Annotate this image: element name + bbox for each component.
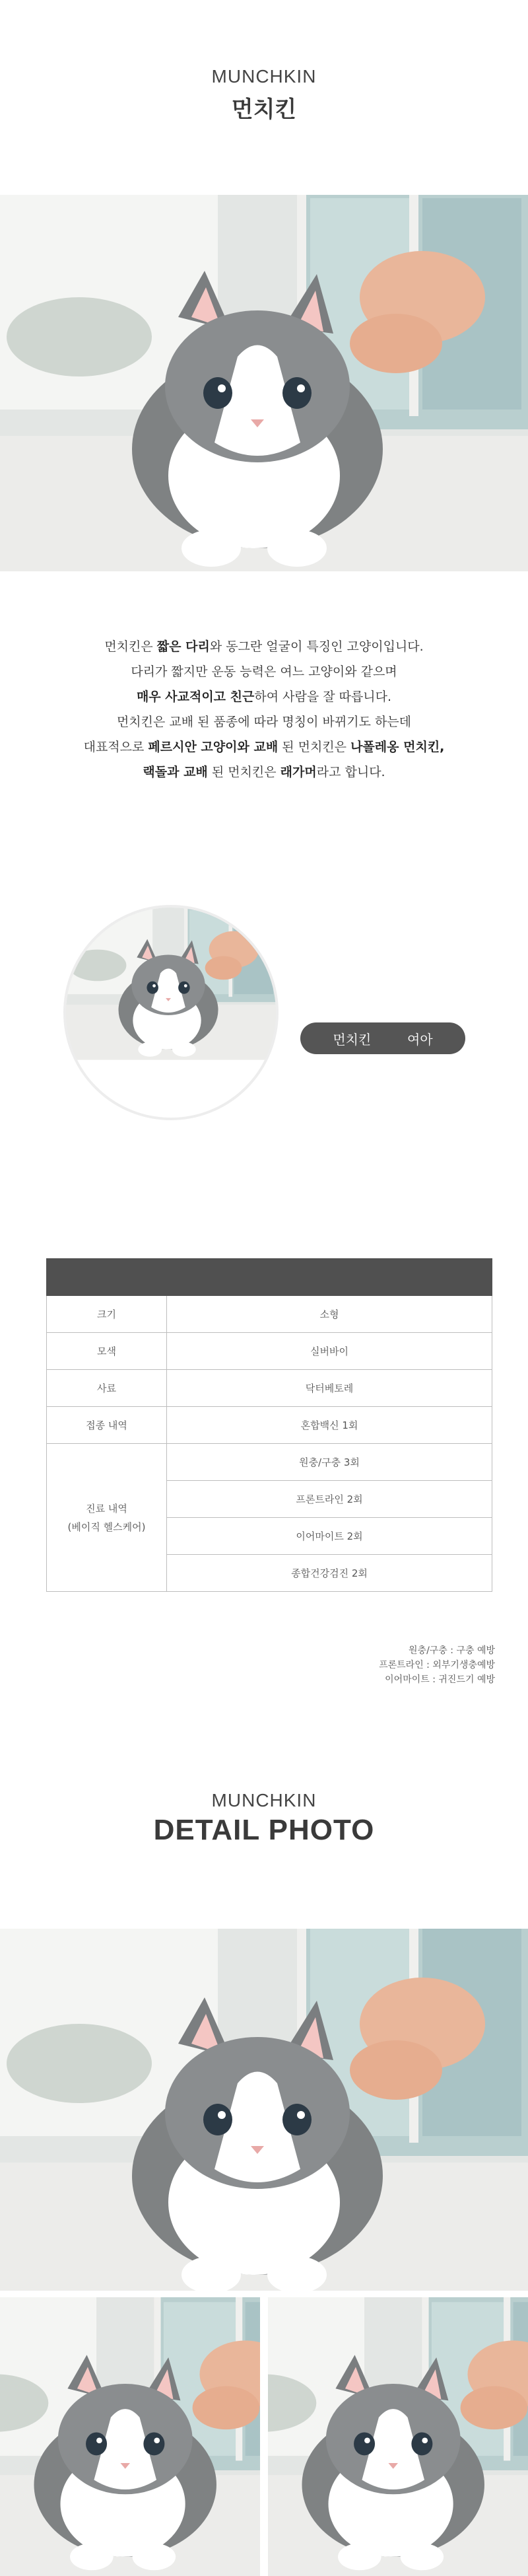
description-text: 다리가 짧지만 운동 능력은 여느 고양이와 같으며 xyxy=(131,664,397,679)
profile-badge xyxy=(300,1022,465,1054)
detail-photo-right xyxy=(268,2297,528,2576)
care-item: 종합건강검진 2회 xyxy=(167,1555,492,1592)
note-line: 이어마이트 : 귀진드기 예방 xyxy=(385,1674,495,1685)
description-line xyxy=(0,760,528,785)
description-text: 대표적으로 xyxy=(83,740,148,754)
highlight-text: 랙돌과 교배 xyxy=(143,765,208,779)
detail-photo-left xyxy=(0,2297,260,2576)
care-item: 이어마이트 2회 xyxy=(167,1518,492,1555)
section-header xyxy=(0,66,528,124)
table-header-row xyxy=(47,1259,492,1296)
care-label xyxy=(47,1444,167,1592)
highlight-text: 나폴레옹 먼치킨, xyxy=(350,740,445,754)
row-value: 실버바이 xyxy=(167,1333,492,1370)
detail-title-en: MUNCHKIN xyxy=(211,1790,317,1810)
table-row xyxy=(47,1370,492,1407)
highlight-text: 페르시안 고양이와 교배 xyxy=(148,740,279,754)
row-label: 크기 xyxy=(47,1296,167,1333)
profile-photo xyxy=(63,905,279,1120)
table-row xyxy=(47,1296,492,1333)
row-label: 접종 내역 xyxy=(47,1407,167,1444)
breed-title-ko: 먼치킨 xyxy=(231,96,297,123)
detail-photo-large xyxy=(0,1929,528,2291)
description-text: 먼치킨은 xyxy=(104,639,157,654)
description-text: 먼치킨은 교배 된 품종에 따라 명칭이 바뀌기도 하는데 xyxy=(116,715,412,729)
care-item: 원충/구충 3회 xyxy=(167,1444,492,1481)
description-line xyxy=(0,684,528,709)
footnotes xyxy=(379,1643,495,1687)
description-text: 된 먼치킨은 xyxy=(207,765,280,779)
description-text: 와 동그란 얼굴이 특징인 고양이입니다. xyxy=(209,639,424,654)
main-photo xyxy=(0,195,528,571)
table-row xyxy=(47,1407,492,1444)
description-line xyxy=(0,734,528,760)
description-line xyxy=(0,659,528,684)
care-label-sub: (베이직 헬스케어) xyxy=(67,1521,146,1533)
description-line xyxy=(0,709,528,734)
detail-title: DETAIL PHOTO xyxy=(153,1814,375,1846)
description-line xyxy=(0,634,528,659)
breed-description xyxy=(0,634,528,785)
description-text: 라고 합니다. xyxy=(316,765,385,779)
table-row xyxy=(47,1333,492,1370)
care-item: 프론트라인 2회 xyxy=(167,1481,492,1518)
row-value: 소형 xyxy=(167,1296,492,1333)
highlight-text: 짧은 다리 xyxy=(156,639,210,654)
breed-title-en: MUNCHKIN xyxy=(211,66,317,87)
table-row xyxy=(47,1444,492,1481)
detail-header xyxy=(0,1790,528,1847)
note-line: 프론트라인 : 외부기생충예방 xyxy=(379,1660,495,1670)
description-text: 된 먼치킨은 xyxy=(278,740,351,754)
sex-label: 여아 xyxy=(407,1031,433,1048)
highlight-text: 래가머 xyxy=(280,765,317,779)
care-label-main: 진료 내역 xyxy=(86,1502,127,1515)
row-value: 혼합백신 1회 xyxy=(167,1407,492,1444)
row-value: 닥터베토레 xyxy=(167,1370,492,1407)
breed-label: 먼치킨 xyxy=(333,1031,372,1048)
description-text: 하여 사람을 잘 따릅니다. xyxy=(254,690,392,704)
info-table xyxy=(46,1258,492,1592)
note-line: 원충/구충 : 구충 예방 xyxy=(409,1645,495,1656)
highlight-text: 매우 사교적이고 친근 xyxy=(136,690,255,704)
row-label: 사료 xyxy=(47,1370,167,1407)
row-label: 모색 xyxy=(47,1333,167,1370)
